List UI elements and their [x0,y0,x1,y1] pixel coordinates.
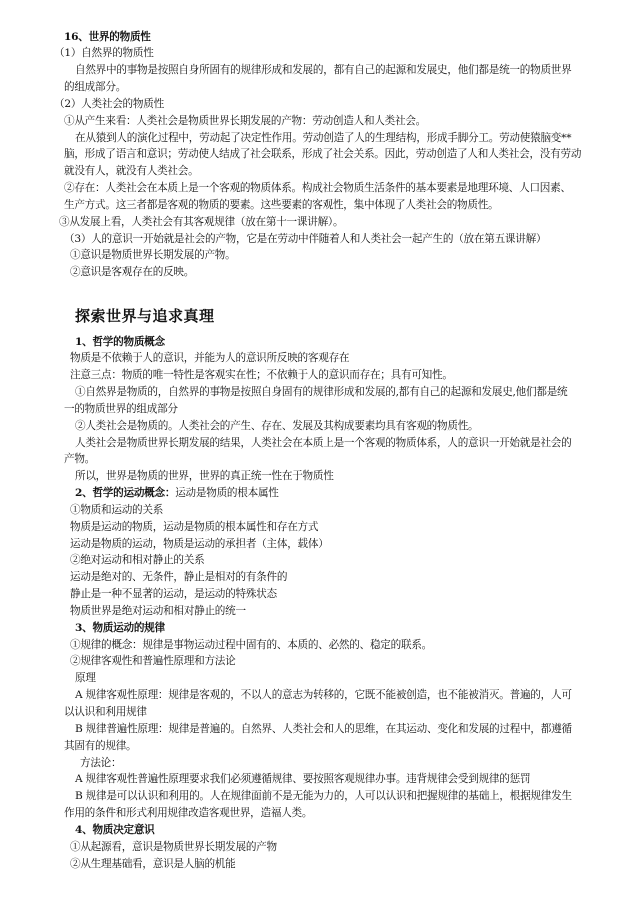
chapter-title: 探索世界与追求真理 [75,307,215,325]
section-heading-1: 1、哲学的物质概念 [75,336,165,348]
paragraph-line: ①自然界是物质的，自然界的事物是按照自身固有的规律形成和发展的,都有自己的起源和发展史,他们都是统 [75,386,568,398]
paragraph-line: 以认识和利用规律 [64,706,147,718]
section-heading-2 [75,487,279,500]
paragraph-line: ①意识是物质世界长期发展的产物。 [70,249,236,261]
paragraph-line: 人类社会是物质世界长期发展的结果，人类社会在本质上是一个客观的物质体系，人的意识一开始就是社会的 [75,437,572,449]
paragraph-line: ②规律客观性和普遍性原理和方法论 [70,655,236,667]
paragraph-line: ②从生理基础看，意识是人脑的机能 [70,858,236,870]
paragraph-line: ②人类社会是物质的。人类社会的产生、存在、发展及其构成要素均具有客观的物质性。 [75,420,479,432]
paragraph-line: 就没有人，就没有人类社会。 [64,165,199,177]
paragraph-line: A 规律客观性普遍性原理要求我们必须遵循规律、要按照客观规律办事。违背规律会受到规律的惩罚 [75,773,531,785]
paragraph-line: ③从发展上看，人类社会有其客观规律（放在第十一课讲解）。 [59,216,344,228]
paragraph-line: B 规律普遍性原理：规律是普遍的。自然界、人类社会和人的思维，在其运动、变化和发展的过程中，都遵循 [75,723,572,735]
paragraph-line: 产物。 [64,453,96,465]
paragraph-line: A 规律客观性原理：规律是客观的，不以人的意志为转移的，它既不能被创造，也不能被消灭。普遍的，人可 [75,689,572,701]
subheading-consciousness: （3）人的意识一开始就是社会的产物，它是在劳动中伴随着人和人类社会一起产生的（放在第五课讲解） [64,233,547,245]
paragraph-line: 的组成部分。 [64,81,127,93]
paragraph-line: ①规律的概念：规律是事物运动过程中固有的、本质的、必然的、稳定的联系。 [70,639,433,651]
paragraph-line: B 规律是可以认识和利用的。人在规律面前不是无能为力的，人可以认识和把握规律的基础上，根据规律发生 [75,790,572,802]
section-heading-3: 3、物质运动的规律 [75,622,165,634]
paragraph-line: 生产方式。这三者都是客观的物质的要素。这些要素的客观性，集中体现了人类社会的物质性。 [64,199,499,211]
paragraph-line: ①从产生来看：人类社会是物质世界长期发展的产物：劳动创造人和人类社会。 [64,115,427,127]
paragraph-line: ②绝对运动和相对静止的关系 [70,554,205,566]
paragraph-line: 方法论： [80,757,122,769]
paragraph-line: 在从猿到人的演化过程中，劳动起了决定性作用。劳动创造了人的生理结构，形成手脚分工。劳动使猿脑变** [75,132,572,144]
paragraph-line: 所以，世界是物质的世界，世界的真正统一性在于物质性 [75,470,334,482]
paragraph-line: 运动是绝对的、无条件，静止是相对的有条件的 [70,571,288,583]
section-heading-4: 4、物质决定意识 [75,824,155,836]
paragraph-line: ①物质和运动的关系 [70,504,164,516]
paragraph-line: 物质是不依赖于人的意识，并能为人的意识所反映的客观存在 [70,352,350,364]
section-heading-2-title: 2、哲学的运动概念： [75,487,176,499]
paragraph-line: 物质世界是绝对运动和相对静止的统一 [70,605,246,617]
paragraph-line: 运动是物质的运动，物质是运动的承担者（主体，载体） [70,538,329,550]
paragraph-line: 自然界中的事物是按照自身所固有的规律形成和发展的，都有自己的起源和发展史，他们都是统一的物质世界 [75,64,572,76]
paragraph-line: 注意三点：物质的唯一特性是客观实在性；不依赖于人的意识而存在；具有可知性。 [70,369,453,381]
subheading-nature-materiality: （1）自然界的物质性 [54,47,154,59]
paragraph-line: ②存在：人类社会在本质上是一个客观的物质体系。构成社会物质生活条件的基本要素是地理环境、人口因素、 [64,182,571,194]
paragraph-line: 其固有的规律。 [64,740,137,752]
paragraph-line: 一的物质世界的组成部分 [64,403,178,415]
paragraph-line: 脑，形成了语言和意识；劳动使人结成了社会联系，形成了社会关系。因此，劳动创造了人和人类社会，没有劳动 [64,148,582,160]
paragraph-line: ①从起源看，意识是物质世界长期发展的产物 [70,841,277,853]
paragraph-line: 物质是运动的物质，运动是物质的根本属性和存在方式 [70,521,319,533]
subheading-society-materiality: （2）人类社会的物质性 [54,98,164,110]
paragraph-line: 作用的条件和形式利用规律改造客观世界，造福人类。 [64,807,313,819]
paragraph-line: 原理 [75,672,96,684]
paragraph-line: ②意识是客观存在的反映。 [70,266,195,278]
section-heading-2-text: 运动是物质的根本属性 [175,487,279,499]
section-heading-16: 16、世界的物质性 [64,31,151,43]
paragraph-line: 静止是一种不显著的运动，是运动的特殊状态 [70,588,277,600]
